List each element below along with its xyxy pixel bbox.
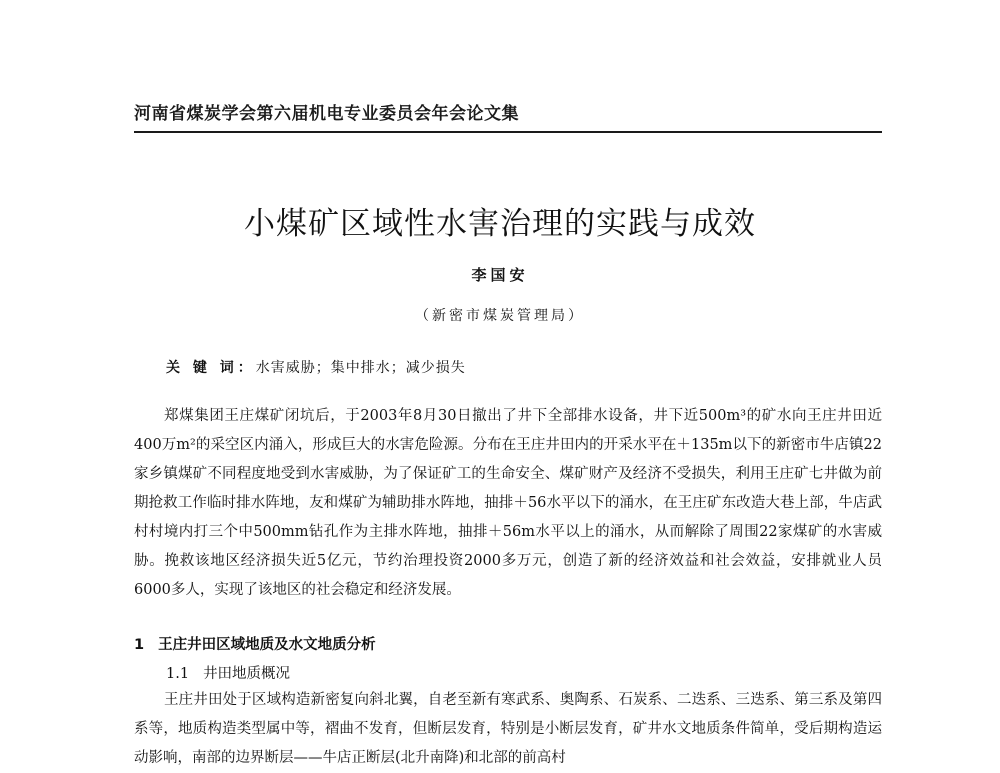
keywords-label: 关 键 词：	[166, 360, 256, 376]
section-1-1-heading	[166, 662, 290, 683]
section-1-1-number: 1.1	[166, 666, 190, 682]
section-1-title: 王庄井田区域地质及水文地质分析	[158, 637, 376, 653]
header-rule	[134, 131, 882, 133]
keywords	[166, 357, 466, 377]
running-head: 河南省煤炭学会第六届机电专业委员会年会论文集	[134, 104, 519, 124]
keywords-text: 水害威胁；集中排水；减少损失	[255, 360, 466, 376]
section-1-1-paragraph: 王庄井田处于区域构造新密复向斜北翼，自老至新有寒武系、奥陶系、石炭系、二迭系、三迭系、第三系及第四系等，地质构造类型属中等，褶曲不发育，但断层发育，特别是小断层发育，矿井水文地质条件简单，受后期构造运动影响，南部的边界断层——牛店正断层(北升南降)和北部的前高村	[134, 692, 882, 766]
author-name: 李国安	[471, 266, 529, 284]
section-1-1-title: 井田地质概况	[203, 666, 291, 682]
section-1-heading	[134, 633, 376, 654]
paper-title: 小煤矿区域性水害治理的实践与成效	[244, 206, 756, 242]
section-1-number: 1	[134, 637, 145, 653]
author-affiliation: （新密市煤炭管理局）	[415, 308, 585, 324]
abstract-paragraph: 郑煤集团王庄煤矿闭坑后，于2003年8月30日撤出了井下全部排水设备，井下近500m³的矿水向王庄井田近400万m²的采空区内涌入，形成巨大的水害危险源。分布在王庄井田内的开采水平在＋135m以下的新密市牛店镇22家乡镇煤矿不同程度地受到水害威胁，为了保证矿工的生命安全、煤矿财产及经济不受损失，利用王庄矿七井做为前期抢救工作临时排水阵地，友和煤矿为辅助排水阵地，抽排＋56水平以下的涌水，在王庄矿东改造大巷上部，牛店武村村境内打三个中500mm钻孔作为主排水阵地，抽排＋56m水平以上的涌水，从而解除了周围22家煤矿的水害威胁。挽救该地区经济损失近5亿元，节约治理投资2000多万元，创造了新的经济效益和社会效益，安排就业人员6000多人，实现了该地区的社会稳定和经济发展。	[134, 408, 882, 598]
